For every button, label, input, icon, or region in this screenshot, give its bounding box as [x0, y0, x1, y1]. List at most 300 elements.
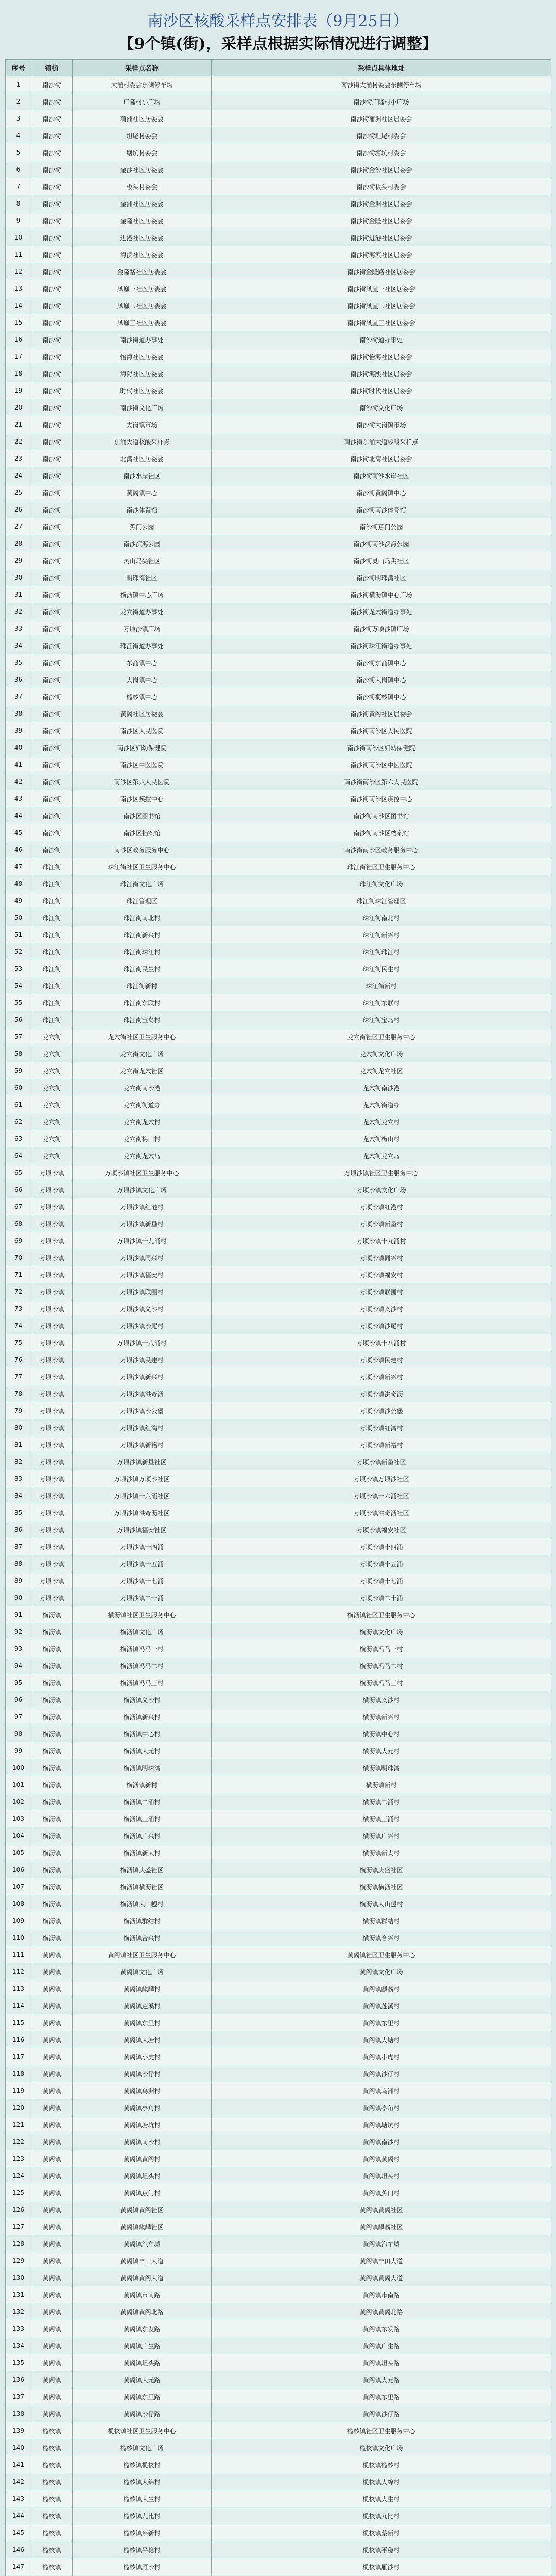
cell-index: 5	[6, 144, 31, 161]
cell-site-name: 海熙社区居委会	[73, 365, 212, 382]
cell-town: 南沙街	[31, 348, 73, 365]
cell-site-name: 万顷沙镇沙公堡	[73, 1402, 212, 1419]
cell-site-name: 万顷沙镇洪奇沥社区	[73, 1504, 212, 1521]
cell-site-name: 黄阁镇东里村	[73, 2014, 212, 2031]
cell-site-name: 南沙街道办事处	[73, 331, 212, 348]
cell-index: 16	[6, 331, 31, 348]
cell-index: 70	[6, 1249, 31, 1266]
cell-town: 万顷沙镇	[31, 1232, 73, 1249]
cell-site-address: 珠江街新兴村	[212, 926, 551, 943]
cell-town: 万顷沙镇	[31, 1164, 73, 1181]
cell-town: 黄阁镇	[31, 2405, 73, 2422]
cell-index: 128	[6, 2235, 31, 2252]
cell-site-name: 黄阁镇黄阁村	[73, 2150, 212, 2167]
cell-town: 黄阁镇	[31, 2252, 73, 2269]
cell-town: 南沙街	[31, 416, 73, 433]
cell-site-name: 榄核镇蔡新村	[73, 2524, 212, 2541]
cell-site-name: 龙穴街龙穴村	[73, 1113, 212, 1130]
table-row	[6, 1300, 551, 1317]
cell-site-address: 南沙街南沙区疾控中心	[212, 790, 551, 807]
cell-index: 96	[6, 1691, 31, 1708]
cell-index: 9	[6, 212, 31, 229]
cell-index: 88	[6, 1555, 31, 1572]
table-row	[6, 1810, 551, 1827]
cell-town: 珠江街	[31, 875, 73, 892]
cell-index: 30	[6, 569, 31, 586]
cell-index: 65	[6, 1164, 31, 1181]
cell-town: 珠江街	[31, 943, 73, 960]
cell-site-address: 黄阁镇文化广场	[212, 1963, 551, 1980]
cell-site-address: 南沙街南沙水岸社区	[212, 467, 551, 484]
table-row	[6, 2235, 551, 2252]
cell-town: 南沙街	[31, 212, 73, 229]
cell-town: 榄核镇	[31, 2473, 73, 2490]
table-row	[6, 1283, 551, 1300]
page-subtitle: 【9个镇(街)，采样点根据实际情况进行调整】	[118, 35, 438, 53]
table-row	[6, 1963, 551, 1980]
cell-site-address: 南沙街南沙体育馆	[212, 501, 551, 518]
table-row	[6, 1062, 551, 1079]
table-row	[6, 1181, 551, 1198]
cell-site-address: 横沥镇文化广场	[212, 1623, 551, 1640]
cell-town: 南沙街	[31, 467, 73, 484]
table-row	[6, 1266, 551, 1283]
cell-town: 榄核镇	[31, 2490, 73, 2507]
cell-town: 南沙街	[31, 280, 73, 297]
table-row	[6, 637, 551, 654]
cell-site-name: 南沙区疾控中心	[73, 790, 212, 807]
cell-site-name: 横沥镇二涌村	[73, 1793, 212, 1810]
cell-site-name: 榄核镇平稳村	[73, 2541, 212, 2558]
cell-site-address: 横沥镇社区卫生服务中心	[212, 1606, 551, 1623]
cell-site-address: 黄阁镇乌洲村	[212, 2082, 551, 2099]
cell-index: 91	[6, 1606, 31, 1623]
cell-site-name: 横沥镇横沥社区	[73, 1878, 212, 1895]
cell-index: 18	[6, 365, 31, 382]
cell-site-address: 黄阁镇黄阁村	[212, 2150, 551, 2167]
column-header-index: 序号	[6, 60, 31, 76]
cell-index: 69	[6, 1232, 31, 1249]
cell-site-name: 万顷沙镇十八涌村	[73, 1334, 212, 1351]
cell-site-name: 榄核镇雁沙村	[73, 2558, 212, 2575]
cell-site-name: 南沙区政务服务中心	[73, 841, 212, 858]
table-row	[6, 348, 551, 365]
cell-site-address: 黄阁镇莲溪村	[212, 1997, 551, 2014]
cell-site-name: 龙穴街文化广场	[73, 1045, 212, 1062]
cell-site-address: 南沙街大涌村委会东侧停车场	[212, 76, 551, 93]
table-row	[6, 1776, 551, 1793]
cell-town: 南沙街	[31, 450, 73, 467]
cell-site-name: 进港社区居委会	[73, 229, 212, 246]
cell-site-name: 万顷沙镇义沙村	[73, 1300, 212, 1317]
cell-town: 龙穴街	[31, 1062, 73, 1079]
cell-index: 116	[6, 2031, 31, 2048]
cell-site-address: 横沥镇群结村	[212, 1912, 551, 1929]
cell-site-name: 黄阁社区居委会	[73, 705, 212, 722]
cell-index: 99	[6, 1742, 31, 1759]
cell-index: 3	[6, 110, 31, 127]
table-row	[6, 1402, 551, 1419]
cell-town: 南沙街	[31, 229, 73, 246]
cell-index: 125	[6, 2184, 31, 2201]
table-row	[6, 1912, 551, 1929]
cell-index: 132	[6, 2303, 31, 2320]
column-header-town: 镇街	[31, 60, 73, 76]
cell-site-address: 黄阁镇社区卫生服务中心	[212, 1946, 551, 1963]
cell-site-address: 珠江街新村	[212, 977, 551, 994]
table-row	[6, 2014, 551, 2031]
cell-site-name: 坦尾村委会	[73, 127, 212, 144]
cell-site-name: 凤凰一社区居委会	[73, 280, 212, 297]
table-row	[6, 1827, 551, 1844]
cell-site-address: 万顷沙镇十八涌村	[212, 1334, 551, 1351]
cell-site-address: 珠江街宝岛村	[212, 1011, 551, 1028]
cell-town: 横沥镇	[31, 1776, 73, 1793]
cell-town: 万顷沙镇	[31, 1419, 73, 1436]
cell-town: 南沙街	[31, 688, 73, 705]
cell-site-address: 南沙街南沙滨海公园	[212, 535, 551, 552]
cell-site-name: 横沥镇大山乸村	[73, 1895, 212, 1912]
cell-site-name: 东涌大道核酸采样点	[73, 433, 212, 450]
cell-site-name: 万顷沙镇新垦社区	[73, 1453, 212, 1470]
page-header	[5, 10, 551, 59]
cell-index: 49	[6, 892, 31, 909]
cell-index: 44	[6, 807, 31, 824]
cell-town: 南沙街	[31, 586, 73, 603]
table-row	[6, 671, 551, 688]
cell-site-address: 南沙街海滨社区居委会	[212, 246, 551, 263]
cell-index: 24	[6, 467, 31, 484]
cell-site-address: 南沙街海熙社区居委会	[212, 365, 551, 382]
cell-index: 20	[6, 399, 31, 416]
cell-town: 南沙街	[31, 841, 73, 858]
cell-site-name: 珠江街新村	[73, 977, 212, 994]
cell-town: 黄阁镇	[31, 1980, 73, 1997]
cell-index: 33	[6, 620, 31, 637]
cell-site-address: 万顷沙镇二十涌	[212, 1589, 551, 1606]
cell-site-address: 榄核镇榄核村	[212, 2456, 551, 2473]
table-row	[6, 2405, 551, 2422]
cell-index: 147	[6, 2558, 31, 2575]
cell-index: 48	[6, 875, 31, 892]
cell-index: 27	[6, 518, 31, 535]
table-row	[6, 110, 551, 127]
cell-site-address: 黄阁镇大塘村	[212, 2031, 551, 2048]
column-header-site-name: 采样点名称	[73, 60, 212, 76]
table-row	[6, 1487, 551, 1504]
cell-site-address: 黄阁镇东发路	[212, 2320, 551, 2337]
table-row	[6, 2337, 551, 2354]
table-row	[6, 569, 551, 586]
cell-town: 榄核镇	[31, 2541, 73, 2558]
cell-site-name: 横沥镇文化广场	[73, 1623, 212, 1640]
cell-site-address: 万顷沙镇十四涌	[212, 1538, 551, 1555]
cell-site-address: 黄阁镇汽车城	[212, 2235, 551, 2252]
table-row	[6, 2269, 551, 2286]
cell-site-name: 黄阁镇麒麟社区	[73, 2218, 212, 2235]
cell-town: 南沙街	[31, 637, 73, 654]
table-row	[6, 1164, 551, 1181]
cell-town: 南沙街	[31, 110, 73, 127]
cell-index: 89	[6, 1572, 31, 1589]
cell-index: 134	[6, 2337, 31, 2354]
table-row	[6, 2048, 551, 2065]
cell-index: 68	[6, 1215, 31, 1232]
cell-index: 143	[6, 2490, 31, 2507]
table-row	[6, 161, 551, 178]
cell-town: 横沥镇	[31, 1742, 73, 1759]
cell-site-address: 万顷沙镇十六涌社区	[212, 1487, 551, 1504]
cell-town: 南沙街	[31, 569, 73, 586]
table-row	[6, 1351, 551, 1368]
table-row	[6, 76, 551, 93]
cell-site-address: 龙穴街南沙港	[212, 1079, 551, 1096]
table-row	[6, 2541, 551, 2558]
cell-town: 万顷沙镇	[31, 1402, 73, 1419]
table-row	[6, 1130, 551, 1147]
cell-site-name: 黄阁镇社区卫生服务中心	[73, 1946, 212, 1963]
cell-index: 54	[6, 977, 31, 994]
cell-site-name: 横沥镇社区卫生服务中心	[73, 1606, 212, 1623]
cell-site-name: 东涌镇中心	[73, 654, 212, 671]
table-row	[6, 93, 551, 110]
cell-site-name: 黄阁镇广生路	[73, 2337, 212, 2354]
cell-site-address: 万顷沙镇十五涌	[212, 1555, 551, 1572]
cell-site-address: 横沥镇大元村	[212, 1742, 551, 1759]
cell-site-address: 南沙街横沥镇中心广场	[212, 586, 551, 603]
cell-site-name: 凤凰二社区居委会	[73, 297, 212, 314]
cell-index: 13	[6, 280, 31, 297]
table-row	[6, 314, 551, 331]
cell-site-name: 万顷沙镇文化广场	[73, 1181, 212, 1198]
cell-index: 45	[6, 824, 31, 841]
table-row	[6, 1385, 551, 1402]
cell-site-address: 黄阁镇小虎村	[212, 2048, 551, 2065]
table-row	[6, 212, 551, 229]
table-row	[6, 756, 551, 773]
cell-site-address: 黄阁镇麒麟社区	[212, 2218, 551, 2235]
page	[5, 0, 551, 2576]
cell-town: 横沥镇	[31, 1691, 73, 1708]
cell-town: 横沥镇	[31, 1759, 73, 1776]
cell-site-name: 万顷沙镇二十涌	[73, 1589, 212, 1606]
cell-index: 136	[6, 2371, 31, 2388]
cell-site-name: 横沥镇中心村	[73, 1725, 212, 1742]
table-row	[6, 841, 551, 858]
cell-index: 144	[6, 2507, 31, 2524]
cell-index: 67	[6, 1198, 31, 1215]
table-row	[6, 1096, 551, 1113]
table-row	[6, 1861, 551, 1878]
cell-site-address: 南沙街坦尾村委会	[212, 127, 551, 144]
cell-site-address: 万顷沙镇社区卫生服务中心	[212, 1164, 551, 1181]
cell-town: 万顷沙镇	[31, 1317, 73, 1334]
table-row	[6, 1555, 551, 1572]
cell-site-address: 榄核镇文化广场	[212, 2439, 551, 2456]
cell-index: 138	[6, 2405, 31, 2422]
cell-site-name: 黄阁镇东发路	[73, 2320, 212, 2337]
table-row	[6, 1453, 551, 1470]
cell-town: 南沙街	[31, 297, 73, 314]
cell-index: 123	[6, 2150, 31, 2167]
cell-town: 黄阁镇	[31, 1997, 73, 2014]
cell-town: 黄阁镇	[31, 2150, 73, 2167]
table-row	[6, 2252, 551, 2269]
cell-index: 130	[6, 2269, 31, 2286]
table-row	[6, 1589, 551, 1606]
cell-site-name: 黄阁镇中心	[73, 484, 212, 501]
cell-site-name: 怡海社区居委会	[73, 348, 212, 365]
cell-site-name: 珠江街宝岛村	[73, 1011, 212, 1028]
cell-site-address: 南沙街文化广场	[212, 399, 551, 416]
cell-site-name: 黄阁镇黄阁社区	[73, 2201, 212, 2218]
cell-site-address: 万顷沙镇万顷沙社区	[212, 1470, 551, 1487]
cell-site-name: 珠江街民生村	[73, 960, 212, 977]
table-row	[6, 2065, 551, 2082]
cell-town: 南沙街	[31, 705, 73, 722]
cell-index: 107	[6, 1878, 31, 1895]
cell-index: 75	[6, 1334, 31, 1351]
cell-town: 万顷沙镇	[31, 1351, 73, 1368]
cell-town: 万顷沙镇	[31, 1436, 73, 1453]
cell-town: 横沥镇	[31, 1708, 73, 1725]
cell-town: 万顷沙镇	[31, 1572, 73, 1589]
cell-town: 南沙街	[31, 314, 73, 331]
cell-site-address: 黄阁镇黄阁大道	[212, 2269, 551, 2286]
cell-index: 142	[6, 2473, 31, 2490]
cell-index: 78	[6, 1385, 31, 1402]
cell-index: 115	[6, 2014, 31, 2031]
column-header-site-address: 采样点具体地址	[212, 60, 551, 76]
cell-site-name: 黄阁镇沙仔路	[73, 2405, 212, 2422]
cell-town: 榄核镇	[31, 2422, 73, 2439]
cell-town: 南沙街	[31, 161, 73, 178]
cell-index: 82	[6, 1453, 31, 1470]
cell-index: 2	[6, 93, 31, 110]
cell-site-name: 横沥镇广兴村	[73, 1827, 212, 1844]
cell-site-name: 榄核镇文化广场	[73, 2439, 212, 2456]
cell-site-name: 万顷沙镇沙尾村	[73, 1317, 212, 1334]
cell-town: 南沙街	[31, 603, 73, 620]
cell-index: 17	[6, 348, 31, 365]
cell-index: 84	[6, 1487, 31, 1504]
cell-town: 横沥镇	[31, 1827, 73, 1844]
table-row	[6, 2371, 551, 2388]
cell-town: 龙穴街	[31, 1147, 73, 1164]
cell-site-name: 黄阁镇沙仔村	[73, 2065, 212, 2082]
cell-town: 黄阁镇	[31, 2133, 73, 2150]
table-row	[6, 280, 551, 297]
cell-site-address: 万顷沙镇文化广场	[212, 1181, 551, 1198]
cell-site-name: 珠江街东联村	[73, 994, 212, 1011]
cell-site-address: 南沙街龙穴街道办事处	[212, 603, 551, 620]
cell-site-address: 榄核镇九比村	[212, 2507, 551, 2524]
cell-index: 122	[6, 2133, 31, 2150]
cell-index: 19	[6, 382, 31, 399]
cell-site-name: 横沥镇三涌村	[73, 1810, 212, 1827]
table-row	[6, 1623, 551, 1640]
cell-site-address: 南沙街凤凰三社区居委会	[212, 314, 551, 331]
cell-town: 横沥镇	[31, 1674, 73, 1691]
cell-site-name: 榄核镇社区卫生服务中心	[73, 2422, 212, 2439]
table-row	[6, 1793, 551, 1810]
cell-index: 140	[6, 2439, 31, 2456]
cell-town: 南沙街	[31, 484, 73, 501]
table-row	[6, 2201, 551, 2218]
cell-site-name: 黄阁镇文化广场	[73, 1963, 212, 1980]
table-row	[6, 790, 551, 807]
cell-town: 黄阁镇	[31, 2218, 73, 2235]
cell-site-name: 黄阁镇麒麟村	[73, 1980, 212, 1997]
cell-site-address: 黄阁镇麒麟村	[212, 1980, 551, 1997]
cell-index: 85	[6, 1504, 31, 1521]
cell-index: 39	[6, 722, 31, 739]
cell-site-address: 万顷沙镇新垦社区	[212, 1453, 551, 1470]
cell-index: 109	[6, 1912, 31, 1929]
cell-town: 黄阁镇	[31, 2116, 73, 2133]
cell-town: 万顷沙镇	[31, 1368, 73, 1385]
cell-site-name: 万顷沙镇十四涌	[73, 1538, 212, 1555]
cell-site-name: 榄核镇大生村	[73, 2490, 212, 2507]
table-row	[6, 1079, 551, 1096]
cell-town: 万顷沙镇	[31, 1334, 73, 1351]
table-row	[6, 858, 551, 875]
table-row	[6, 977, 551, 994]
cell-site-address: 珠江街民生村	[212, 960, 551, 977]
cell-site-name: 珠江街珠江村	[73, 943, 212, 960]
cell-index: 106	[6, 1861, 31, 1878]
table-row	[6, 365, 551, 382]
table-row	[6, 416, 551, 433]
cell-index: 126	[6, 2201, 31, 2218]
table-row	[6, 1317, 551, 1334]
cell-site-name: 南沙水岸社区	[73, 467, 212, 484]
cell-town: 横沥镇	[31, 1810, 73, 1827]
cell-site-name: 金隆社区居委会	[73, 212, 212, 229]
cell-site-address: 榄核镇平稳村	[212, 2541, 551, 2558]
cell-site-address: 珠江街珠江村	[212, 943, 551, 960]
cell-town: 南沙街	[31, 178, 73, 195]
cell-town: 南沙街	[31, 246, 73, 263]
cell-site-name: 广隆村小广场	[73, 93, 212, 110]
cell-site-name: 珠江街南北村	[73, 909, 212, 926]
cell-index: 135	[6, 2354, 31, 2371]
table-row	[6, 2422, 551, 2439]
cell-site-name: 黄阁镇蕉门村	[73, 2184, 212, 2201]
cell-site-name: 万顷沙镇民建村	[73, 1351, 212, 1368]
cell-town: 万顷沙镇	[31, 1266, 73, 1283]
cell-site-name: 珠江街文化广场	[73, 875, 212, 892]
cell-site-name: 横沥镇群结村	[73, 1912, 212, 1929]
cell-site-name: 榄核镇人绵村	[73, 2473, 212, 2490]
cell-index: 41	[6, 756, 31, 773]
table-row	[6, 1691, 551, 1708]
cell-site-address: 南沙街珠江街道办事处	[212, 637, 551, 654]
cell-site-name: 珠江街新兴村	[73, 926, 212, 943]
cell-site-address: 南沙街蒲洲社区居委会	[212, 110, 551, 127]
cell-town: 万顷沙镇	[31, 1181, 73, 1198]
table-row	[6, 2150, 551, 2167]
table-row	[6, 1147, 551, 1164]
cell-site-name: 万顷沙镇洪奇沥	[73, 1385, 212, 1402]
cell-index: 113	[6, 1980, 31, 1997]
table-row	[6, 1895, 551, 1912]
cell-site-name: 黄阁镇坦头村	[73, 2167, 212, 2184]
cell-site-address: 万顷沙镇福安村	[212, 1266, 551, 1283]
cell-town: 横沥镇	[31, 1657, 73, 1674]
cell-site-address: 南沙街万顷沙镇广场	[212, 620, 551, 637]
cell-index: 11	[6, 246, 31, 263]
